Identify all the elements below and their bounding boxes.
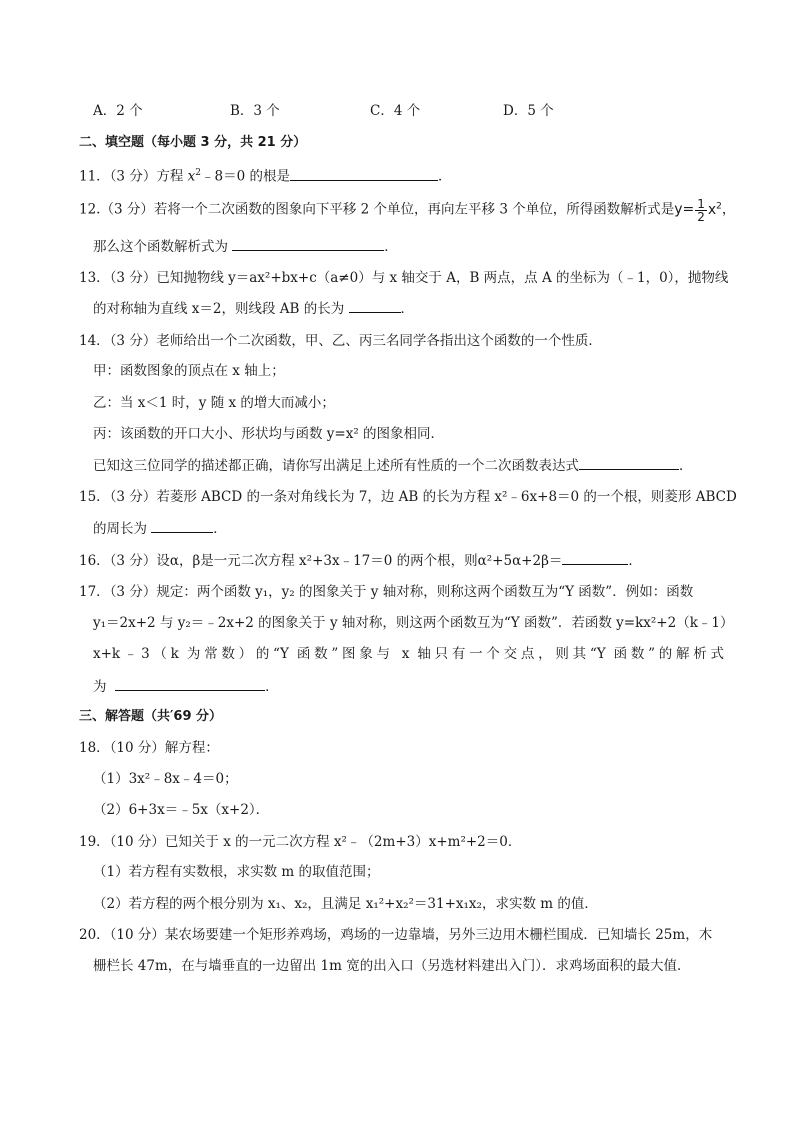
question-15-line-2: 的周长为 ． [93, 518, 724, 539]
question-points: （3 分） [109, 333, 157, 349]
question-14-line-1 [79, 331, 724, 351]
question-number: 19． [79, 834, 110, 850]
question-13-line-2: 的对称轴为直线 x＝2，则线段 AB 的长为 ． [93, 298, 724, 319]
answer-blank [349, 298, 401, 313]
question-19-part-2: （2）若方程的两个根分别为 x₁、x₂，且满足 x₁²+x₂²＝31+x₁x₂，求实数 m 的值． [93, 896, 598, 912]
question-points: （3 分） [109, 168, 157, 185]
section-heading-fill-blank: 二、填空题（每小题 3 分，共 21 分） [79, 135, 307, 150]
answer-blank [151, 518, 213, 533]
question-text: 的根是 [249, 168, 290, 185]
question-points: （3 分） [100, 201, 154, 218]
answer-blank [562, 550, 628, 565]
question-text: 已知关于 x 的一元二次方程 x²﹣（2m+3）x+m²+2＝0． [164, 834, 522, 850]
question-points: （10 分） [109, 834, 165, 850]
question-text: 的对称轴为直线 x＝2，则线段 AB 的长为 [93, 301, 345, 317]
question-text: 为 [93, 679, 107, 695]
answer-blank [115, 676, 265, 691]
question-text: 的周长为 [93, 521, 147, 537]
question-points: （3 分） [109, 553, 157, 569]
choice-b: B．3 个 [230, 103, 280, 119]
question-17-line-4: 为 ． [93, 676, 724, 697]
fraction-one-half: $\frac{1}{2}$ [697, 196, 705, 224]
choice-d: D．5 个 [503, 103, 554, 119]
question-18 [79, 738, 724, 758]
question-text: 那么这个函数解析式为 [93, 239, 228, 255]
question-points: （3 分） [109, 270, 157, 286]
question-points: （3 分） [109, 584, 157, 600]
question-text: 若将一个二次函数的图象向下平移 2 个单位，再向左平移 3 个单位，所得函数解析式是 [153, 201, 675, 218]
question-text: 解方程： [164, 740, 219, 756]
question-text: 设α，β是一元二次方程 x²+3x﹣17＝0 的两个根，则α²+5α+2β＝ [156, 553, 563, 569]
question-18-part-1: （1）3x²﹣8x﹣4＝0； [93, 771, 238, 787]
answer-blank [290, 166, 438, 181]
question-text: 规定：两个函数 y₁，y₂ 的图象关于 y 轴对称，则称这两个函数互为“Y 函数”．例如：函数 [156, 584, 694, 600]
question-text: 已知抛物线 y＝ax²+bx+c（a≠0）与 x 轴交于 A，B 两点，点 A 的坐标为（﹣1，0），抛物线 [156, 270, 729, 286]
question-19-part-1: （1）若方程有实数根，求实数 m 的取值范围； [93, 864, 380, 880]
question-points: （10 分） [109, 740, 165, 756]
question-12-line-2: 那么这个函数解析式为 ． [93, 236, 724, 257]
question-text: 方程 [156, 168, 184, 185]
question-19 [79, 832, 724, 852]
question-number: 16． [79, 553, 110, 569]
question-20-line-1 [79, 925, 724, 945]
question-15-line-1 [79, 487, 737, 507]
question-text: 已知这三位同学的描述都正确，请你写出满足上述所有性质的一个二次函数表达式 [93, 458, 579, 474]
choice-c: C．4 个 [370, 103, 421, 119]
question-17-line-1 [79, 582, 724, 602]
question-12-line-1: 12.（3 分）若将一个二次函数的图象向下平移 2 个单位，再向左平移 3 个单位，所得函数解析式是y= $\frac{1}{2}$ $x^2$， [79, 196, 736, 224]
statement-yi: 乙：当 x＜1 时，y 随 x 的增大而减小； [93, 395, 335, 411]
question-13-line-1 [79, 268, 729, 288]
answer-blank [579, 455, 679, 470]
question-text: 若菱形 ABCD 的一条对角线长为 7，边 AB 的长为方程 x²﹣6x+8＝0 的一个根，则菱形 ABCD [156, 489, 737, 505]
question-number: 15． [79, 489, 110, 505]
question-16: 16．（3 分）设α，β是一元二次方程 x²+3x﹣17＝0 的两个根，则α²+5α+2β＝ ． [79, 550, 724, 571]
statement-bing: 丙：该函数的开口大小、形状均与函数 y=x² 的图象相同． [93, 426, 445, 442]
question-18-part-2: （2）6+3x＝﹣5x（x+2）． [93, 802, 270, 818]
question-11: 11．（3 分）方程 $x^2﹣8=0$ 的根是 ． [79, 163, 724, 187]
answer-blank [232, 236, 384, 251]
section-heading-solutions: 三、解答题（共′69 分） [79, 709, 223, 724]
question-17-line-2: y₁＝2x+2 与 y₂＝﹣2x+2 的图象关于 y 轴对称，则这两个函数互为“Y 函数”．若函数 y=kx²+2（k﹣1） [93, 615, 734, 631]
question-number: 13． [79, 270, 110, 286]
question-number: 12. [79, 201, 101, 218]
question-text: 某农场要建一个矩形养鸡场，鸡场的一边靠墙，另外三边用木栅栏围成．已知墙长 25m，木 [164, 927, 713, 943]
question-number: 18． [79, 740, 110, 756]
question-text: 老师给出一个二次函数，甲、乙、丙三名同学各指出这个函数的一个性质． [156, 333, 602, 349]
question-number: 20． [79, 927, 110, 943]
question-17-line-3: x+k﹣3（k 为常数）的“Y 函数”图象与 x 轴只有一个交点，则其“Y 函数”的解析式 [93, 646, 724, 662]
question-number: 17． [79, 584, 110, 600]
question-number: 11． [79, 168, 110, 185]
statement-jia: 甲：函数图象的顶点在 x 轴上； [93, 363, 285, 379]
question-points: （3 分） [109, 489, 157, 505]
question-14-last-line: 已知这三位同学的描述都正确，请你写出满足上述所有性质的一个二次函数表达式 ． [93, 455, 724, 476]
question-points: （10 分） [109, 927, 165, 943]
question-number: 14． [79, 333, 110, 349]
question-20-line-2: 栅栏长 47m，在与墙垂直的一边留出 1m 宽的出入口（另选材料建出入门）．求鸡场面积的最大值． [93, 958, 691, 974]
choice-a: A．2 个 [93, 103, 143, 119]
